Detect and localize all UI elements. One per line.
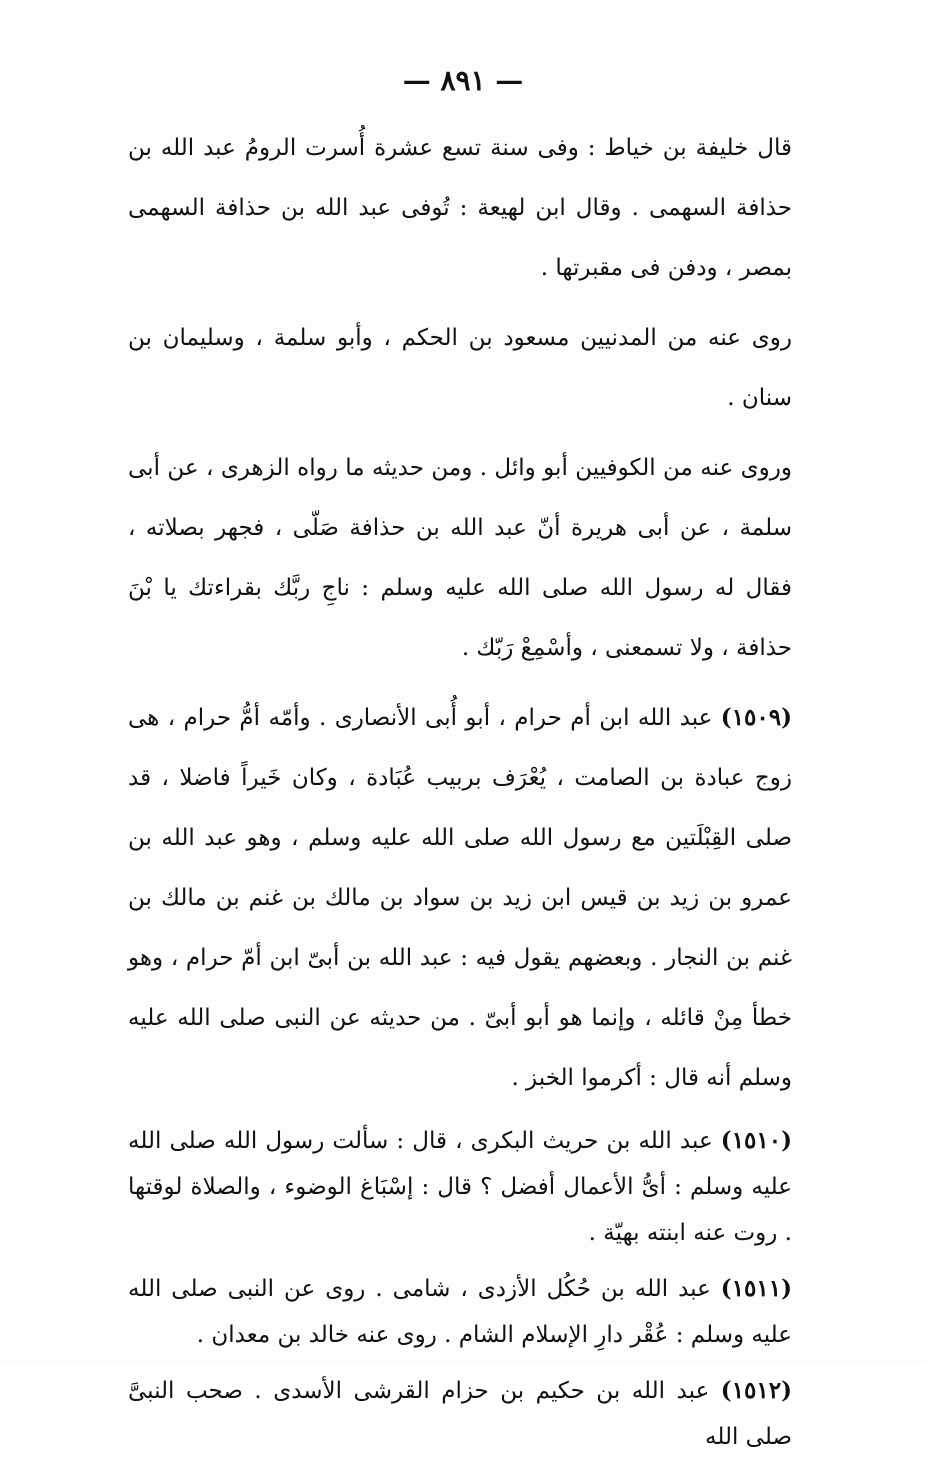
entry-1509 [128, 688, 792, 1108]
entry-1510 [128, 1118, 792, 1256]
entry-text: عبد الله ابن أم حرام ، أبو أُبى الأنصارى . وأمّه أمُّ حرام ، هى زوج عبادة بن الصامت ، يُعْرَف بربيب عُبَادة ، وكان خَيراً فاضلا ، قد صلى القِبْلَتين مع رسول الله صلى الله عليه وسلم ، وهو عبد الله بن عمرو بن زيد بن قيس ابن زيد بن سواد بن مالك بن غنم بن مالك بن غنم بن النجار . وبعضهم يقول فيه : عبد الله بن أبىّ ابن أمّ حرام ، وهو خطأ مِنْ قائله ، وإنما هو أبو أبىّ . من حديثه عن النبى صلى الله عليه وسلم أنه قال : أكرموا الخبز . [128, 705, 792, 1091]
entry-number: (١٥١٠) [720, 1127, 792, 1154]
paragraph-text: قال خليفة بن خياط : وفى سنة تسع عشرة أُسرت الرومُ عبد الله بن حذافة السهمى . وقال ابن لهيعة : تُوفى عبد الله بن حذافة السهمى بمصر ، ودفن فى مقبرتها . [128, 135, 792, 281]
entry-number: (١٥٠٩) [720, 704, 792, 731]
paragraph [128, 118, 792, 298]
entry-text: عبد الله بن حريث البكرى ، قال : سألت رسول الله صلى الله عليه وسلم : أىُّ الأعمال أفضل ؟ قال : إسْبَاغ الوضوء ، والصلاة لوقتها . روت عنه ابنته بهيّة . [128, 1128, 792, 1246]
entry-text: عبد الله بن حُكُل الأزدى ، شامى . روى عن النبى صلى الله عليه وسلم : عُقْر دارِ الإسلام الشام . روى عنه خالد بن معدان . [128, 1276, 792, 1348]
paragraph-text: وروى عنه من الكوفيين أبو وائل . ومن حديثه ما رواه الزهرى ، عن أبى سلمة ، عن أبى هريرة أنّ عبد الله بن حذافة صَلّى ، فجهر بصلاته ، فقال له رسول الله صلى الله عليه وسلم : ناجِ ربَّك بقراءتك يا بْنَ حذافة ، ولا تسمعنى ، وأسْمِعْ رَبّك . [128, 455, 792, 661]
paragraph [128, 438, 792, 678]
entry-1512 [128, 1368, 792, 1460]
paragraph-text: روى عنه من المدنيين مسعود بن الحكم ، وأبو سلمة ، وسليمان بن سنان . [128, 325, 792, 411]
page-number: — ٨٩١ — [402, 64, 524, 97]
entry-number: (١٥١٢) [720, 1377, 792, 1404]
paragraph [128, 308, 792, 428]
body-text [128, 118, 792, 1470]
entry-text: عبد الله بن حكيم بن حزام القرشى الأسدى . صحب النبىَّ صلى الله [128, 1378, 792, 1450]
entry-number: (١٥١١) [720, 1275, 792, 1302]
entry-1511 [128, 1266, 792, 1358]
